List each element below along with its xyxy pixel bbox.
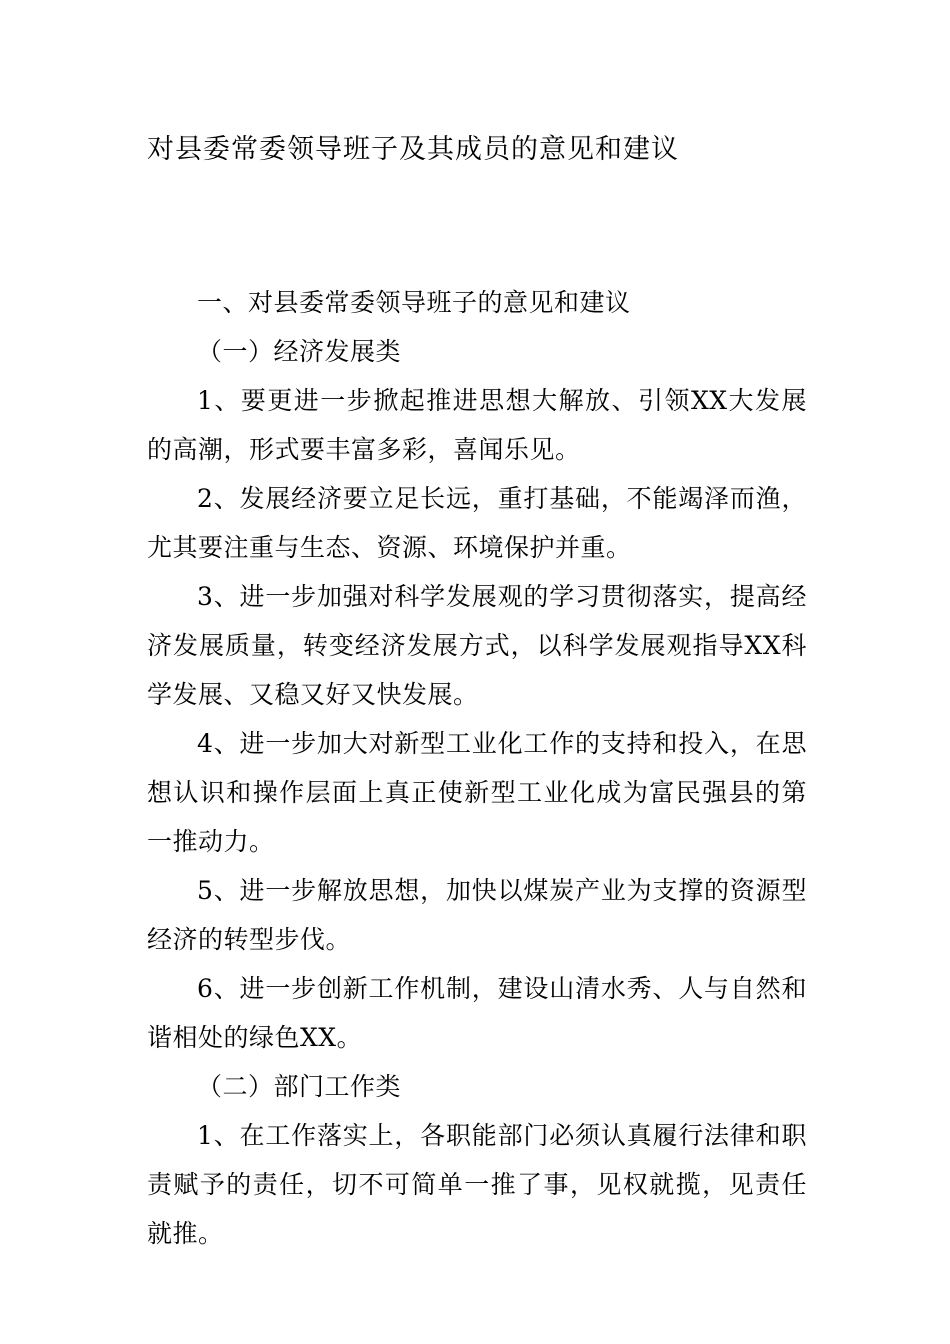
paragraph: 1、要更进一步掀起推进思想大解放、引领XX大发展的高潮，形式要丰富多彩，喜闻乐见。 xyxy=(147,386,807,464)
paragraph: 1、在工作落实上，各职能部门必须认真履行法律和职责赋予的责任，切不可简单一推了事，见权就揽，见责任就推。 xyxy=(147,1121,807,1248)
document-title: 对县委常委领导班子及其成员的意见和建议 xyxy=(147,134,679,165)
document-body xyxy=(147,278,807,1258)
heading-level-1: 一、对县委常委领导班子的意见和建议 xyxy=(197,288,631,317)
paragraph: 4、进一步加大对新型工业化工作的支持和投入，在思想认识和操作层面上真正使新型工业化成为富民强县的第一推动力。 xyxy=(147,729,807,856)
section-heading-economy: （一）经济发展类 xyxy=(197,337,402,366)
paragraph: 6、进一步创新工作机制，建设山清水秀、人与自然和谐相处的绿色XX。 xyxy=(147,974,807,1052)
paragraph: 3、进一步加强对科学发展观的学习贯彻落实，提高经济发展质量，转变经济发展方式，以科学发展观指导XX科学发展、又稳又好又快发展。 xyxy=(147,582,807,709)
paragraph: 5、进一步解放思想，加快以煤炭产业为支撑的资源型经济的转型步伐。 xyxy=(147,876,807,954)
paragraph: 2、发展经济要立足长远，重打基础，不能竭泽而渔，尤其要注重与生态、资源、环境保护并重。 xyxy=(147,484,807,562)
section-heading-departments: （二）部门工作类 xyxy=(197,1072,402,1101)
